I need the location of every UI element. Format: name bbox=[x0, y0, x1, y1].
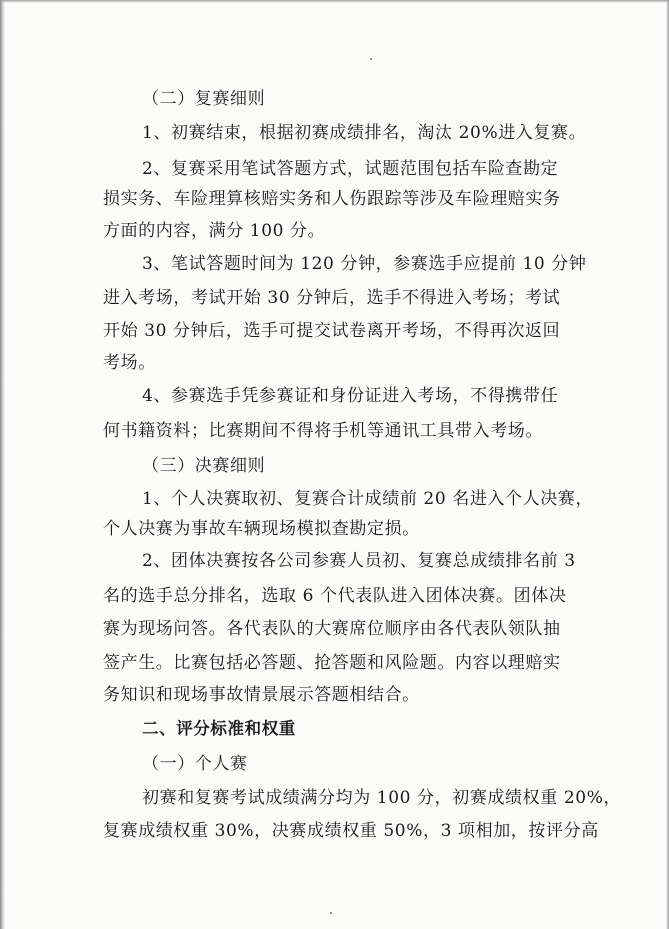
paragraph-line: 务知识和现场事故情景展示答题相结合。 bbox=[103, 685, 420, 705]
paragraph-line: 何书籍资料；比赛期间不得将手机等通讯工具带入考场。 bbox=[103, 421, 543, 441]
paragraph-line: 初赛和复赛考试成绩满分均为 100 分，初赛成绩权重 20%， bbox=[142, 788, 622, 808]
paragraph-line: 2、团体决赛按各公司参赛人员初、复赛总成绩排名前 3 bbox=[142, 551, 576, 571]
chapter-heading-scoring: 二、评分标准和权重 bbox=[142, 719, 296, 738]
section-heading-final: （三）决赛细则 bbox=[142, 456, 266, 476]
paragraph-line: 1、个人决赛取初、复赛合计成绩前 20 名进入个人决赛， bbox=[142, 489, 594, 509]
paragraph-line: 复赛成绩权重 30%，决赛成绩权重 50%，3 项相加，按评分高 bbox=[103, 821, 599, 841]
scan-top-edge bbox=[0, 0, 669, 3]
paragraph-line: 4、参赛选手凭参赛证和身份证进入考场，不得携带任 bbox=[142, 386, 559, 406]
paragraph-line: 考场。 bbox=[103, 353, 156, 373]
paragraph-line: 1、初赛结束，根据初赛成绩排名，淘汰 20%进入复赛。 bbox=[142, 123, 587, 143]
paragraph-line: 进入考场，考试开始 30 分钟后，选手不得进入考场；考试 bbox=[103, 288, 561, 308]
section-heading-individual: （一）个人赛 bbox=[142, 754, 248, 774]
paragraph-line: 开始 30 分钟后，选手可提交试卷离开考场，不得再次返回 bbox=[103, 321, 561, 341]
paragraph-line: 名的选手总分排名，选取 6 个代表队进入团体决赛。团体决 bbox=[103, 586, 567, 606]
paragraph-line: 方面的内容，满分 100 分。 bbox=[103, 221, 326, 241]
paragraph-line: 损实务、车险理算核赔实务和人伤跟踪等涉及车险理赔实务 bbox=[103, 189, 561, 209]
paragraph-line: 3、笔试答题时间为 120 分钟，参赛选手应提前 10 分钟 bbox=[142, 254, 587, 274]
scan-left-edge bbox=[0, 0, 5, 929]
paragraph-line: 个人决赛为事故车辆现场模拟查勘定损。 bbox=[103, 519, 420, 539]
paragraph-line: 签产生。比赛包括必答题、抢答题和风险题。内容以理赔实 bbox=[103, 653, 561, 673]
scan-speck bbox=[330, 912, 332, 914]
scan-speck bbox=[370, 58, 372, 60]
paragraph-line: 赛为现场问答。各代表队的大赛席位顺序由各代表队领队抽 bbox=[103, 619, 561, 639]
section-heading-semifinal: （二）复赛细则 bbox=[142, 89, 266, 109]
paragraph-line: 2、复赛采用笔试答题方式，试题范围包括车险查勘定 bbox=[142, 159, 559, 179]
